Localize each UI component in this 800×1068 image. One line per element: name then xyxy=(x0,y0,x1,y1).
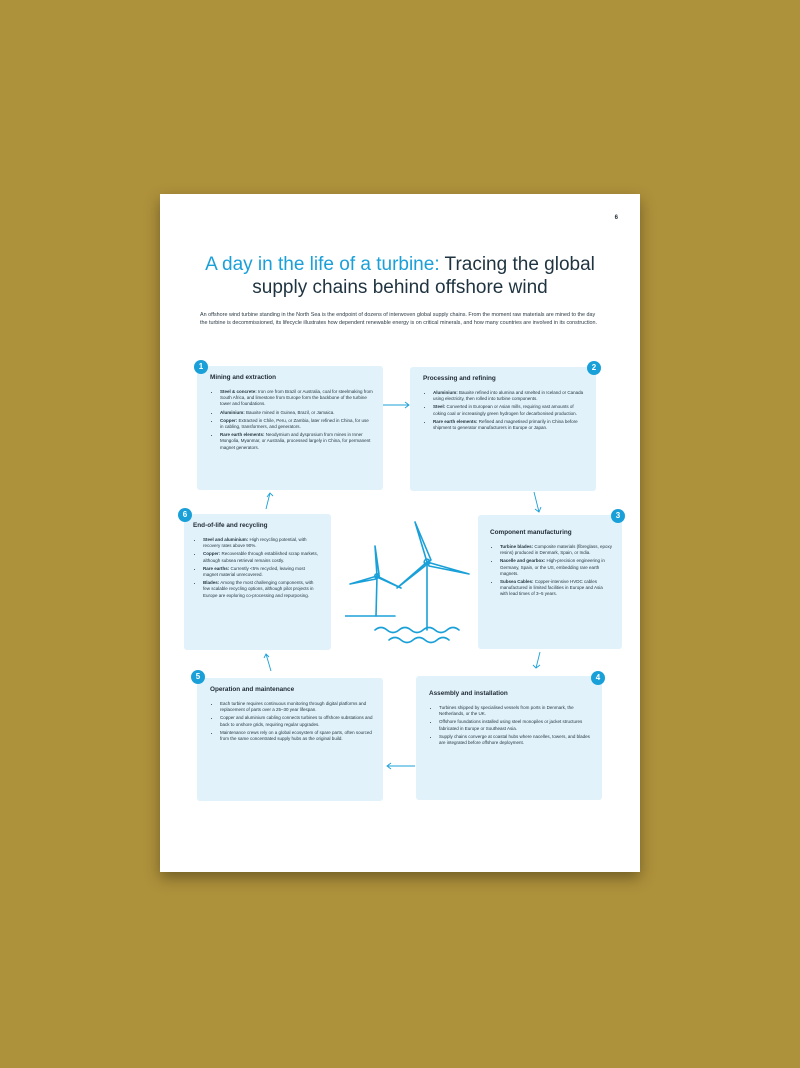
stage-card-manufacturing xyxy=(478,515,622,649)
list-item: • Turbines shipped by specialised vessels from ports in Denmark, the Netherlands, or the UK. xyxy=(439,705,592,717)
list-item: • Maintenance crews rely on a global ecosystem of spare parts, often sourced from the same concentrated supply hubs as the original build. xyxy=(220,730,373,742)
stage-card-end-of-life xyxy=(184,514,331,650)
list-item: • Supply chains converge at coastal hubs where nacelles, towers, and blades are integrated before offshore deployment. xyxy=(439,734,592,746)
stage-card-operation xyxy=(197,678,383,801)
list-item: • Copper: Recoverable through established scrap markets, although subsea retrieval remains costly. xyxy=(203,551,321,563)
stage-list xyxy=(429,705,592,746)
list-item: • Rare earths: Currently <5% recycled, leaving most magnet material unrecovered. xyxy=(203,566,321,578)
list-item: • Nacelle and gearbox: High-precision engineering in Germany, Spain, or the US, embedding rare earth magnets. xyxy=(500,558,612,577)
stage-number-badge: 6 xyxy=(178,508,192,522)
stage-title: Assembly and installation xyxy=(429,690,508,697)
list-item: • Steel & concrete: Iron ore from Brazil or Australia, coal for steelmaking from South Africa, and limestone from Europe form the backbone of the turbine tower and foundations. xyxy=(220,389,373,408)
stage-list xyxy=(210,389,373,451)
stage-card-mining xyxy=(197,366,383,490)
stage-card-processing xyxy=(410,367,596,491)
stage-number-badge: 5 xyxy=(191,670,205,684)
list-item: • Aluminium: Bauxite mined in Guinea, Brazil, or Jamaica. xyxy=(220,410,373,416)
stage-number-badge: 3 xyxy=(611,509,625,523)
list-item: • Subsea Cables: Copper-intensive HVDC cables manufactured in limited facilities in Europe and Asia with lead times of 3–5 years. xyxy=(500,579,612,598)
list-item: • Turbine blades: Composite materials (fibreglass, epoxy resins) produced in Denmark, Spain, or India. xyxy=(500,544,612,556)
stage-number-badge: 2 xyxy=(587,361,601,375)
stage-title: Mining and extraction xyxy=(210,374,277,381)
list-item: • Copper and aluminium cabling connects turbines to offshore substations and back to onshore grids, requiring regular upgrades. xyxy=(220,715,373,727)
stage-title: Component manufacturing xyxy=(490,529,572,536)
stage-title: End-of-life and recycling xyxy=(193,522,268,529)
wind-turbines-icon xyxy=(345,516,475,646)
title-rest: Tracing the global supply chains behind offshore wind xyxy=(252,254,595,298)
stage-list xyxy=(423,390,586,431)
stage-title: Operation and maintenance xyxy=(210,686,295,693)
stage-list xyxy=(210,701,373,742)
page-number: 6 xyxy=(614,215,618,221)
list-item: • Rare earth elements: Refined and magnetised primarily in China before shipment to generator manufacturers in Europe or Japan. xyxy=(433,419,586,431)
list-item: • Offshore foundations installed using steel monopiles or jacket structures fabricated in Europe or Southeast Asia. xyxy=(439,719,592,731)
list-item: • Rare earth elements: Neodymium and dysprosium from mines in Inner Mongolia, Myanmar, or Australia, processed largely in China, for permanent magnet generators. xyxy=(220,432,373,451)
title-accent: A day in the life of a turbine: xyxy=(205,254,440,275)
list-item: • Steel: Converted in European or Asian mills, requiring vast amounts of coking coal or increasingly green hydrogen for decarbonised production. xyxy=(433,404,586,416)
stage-list xyxy=(193,537,321,599)
list-item: • Copper: Extracted in Chile, Peru, or Zambia, later refined in China, for use in cabling, transformers, and generators. xyxy=(220,418,373,430)
document-page xyxy=(160,194,640,872)
stage-number-badge: 4 xyxy=(591,671,605,685)
list-item: • Aluminium: Bauxite refined into alumina and smelted in Iceland or Canada using electricity, then rolled into turbine components. xyxy=(433,390,586,402)
stage-card-assembly xyxy=(416,676,602,800)
page-title xyxy=(190,253,610,299)
list-item: • Each turbine requires continuous monitoring through digital platforms and replacement of parts over a 25–30 year lifespan. xyxy=(220,701,373,713)
list-item: • Blades: Among the most challenging components, with few scalable recycling options, although pilot projects in Europe are exploring co-processing and repurposing. xyxy=(203,580,321,599)
stage-title: Processing and refining xyxy=(423,375,496,382)
stage-number-badge: 1 xyxy=(194,360,208,374)
stage-list xyxy=(490,544,612,598)
intro-paragraph: An offshore wind turbine standing in the North Sea is the endpoint of dozens of interwoven global supply chains. From the moment raw materials are mined to the day the turbine is decommissioned, its lifecycle illustrates how dependent renewable energy is on critical minerals, and how many countries are involved in its construction. xyxy=(200,312,598,327)
list-item: • Steel and aluminium: High recycling potential, with recovery rates above 90%. xyxy=(203,537,321,549)
